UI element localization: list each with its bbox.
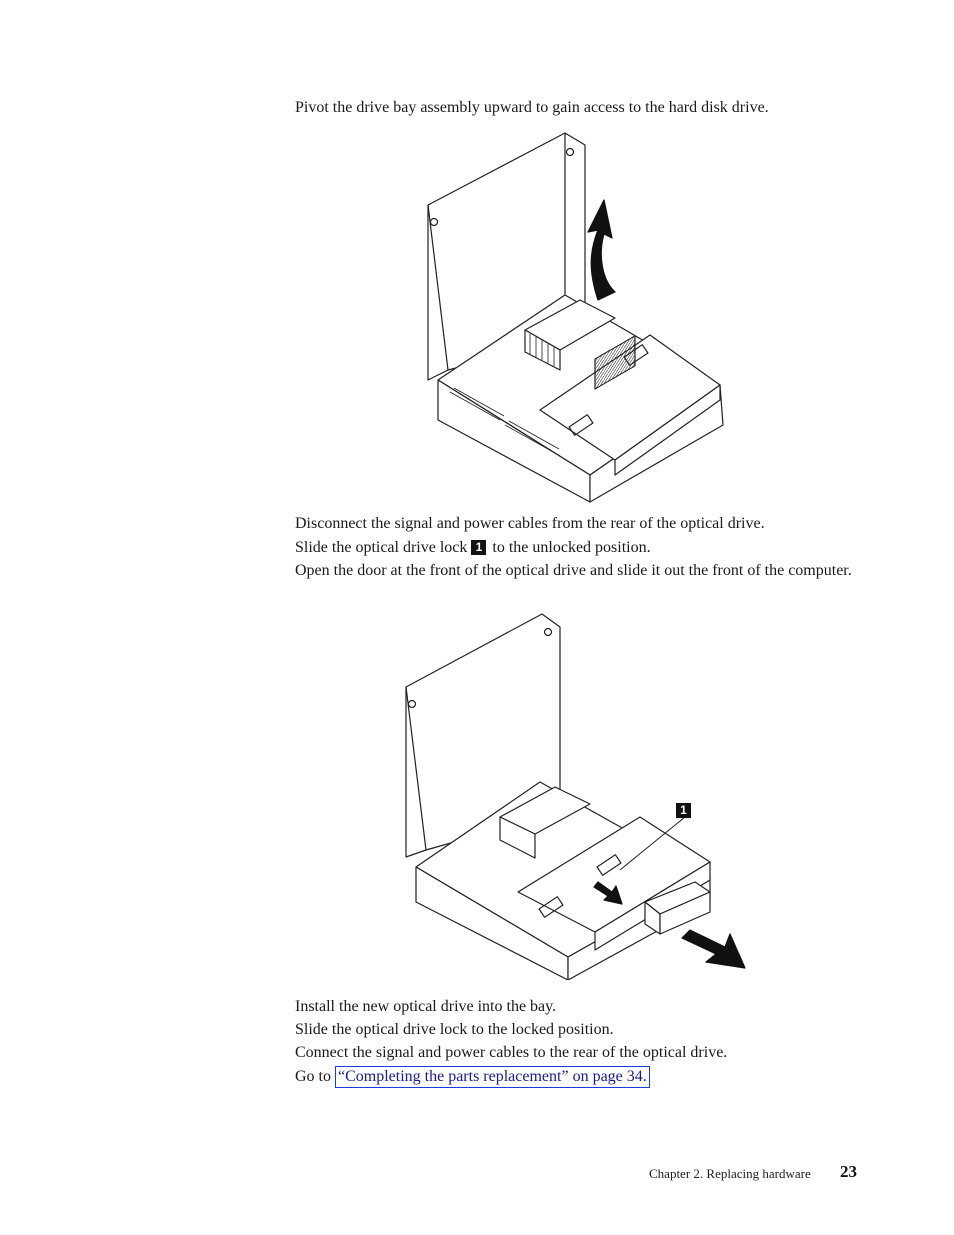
callout-badge: 1 [471,540,486,555]
figure-optical-drive-removal [400,612,750,980]
figure-callout-1: 1 [676,803,691,818]
completing-replacement-link[interactable]: “Completing the parts replacement” on page 34. [335,1066,650,1088]
goto-prefix: Go to [295,1068,331,1085]
figure-drive-bay-pivot [420,130,730,505]
step-goto [295,1066,855,1088]
step-pivot-drive-bay: Pivot the drive bay assembly upward to gain access to the hard disk drive. [295,99,769,116]
step-connect-cables: Connect the signal and power cables to the rear of the optical drive. [295,1044,728,1061]
step-disconnect-cables: Disconnect the signal and power cables from the rear of the optical drive. [295,515,765,532]
step-install-drive: Install the new optical drive into the bay. [295,998,557,1015]
slide-unlock-text-before: Slide the optical drive lock [295,539,468,556]
footer-chapter: Chapter 2. Replacing hardware [649,1166,811,1181]
step-slide-unlock [295,538,855,557]
slide-unlock-text-after: to the unlocked position. [492,539,651,556]
page-number: 23 [840,1162,857,1181]
step-slide-lock: Slide the optical drive lock to the locked position. [295,1021,614,1038]
step-open-door: Open the door at the front of the optical drive and slide it out the front of the computer. [295,562,852,579]
